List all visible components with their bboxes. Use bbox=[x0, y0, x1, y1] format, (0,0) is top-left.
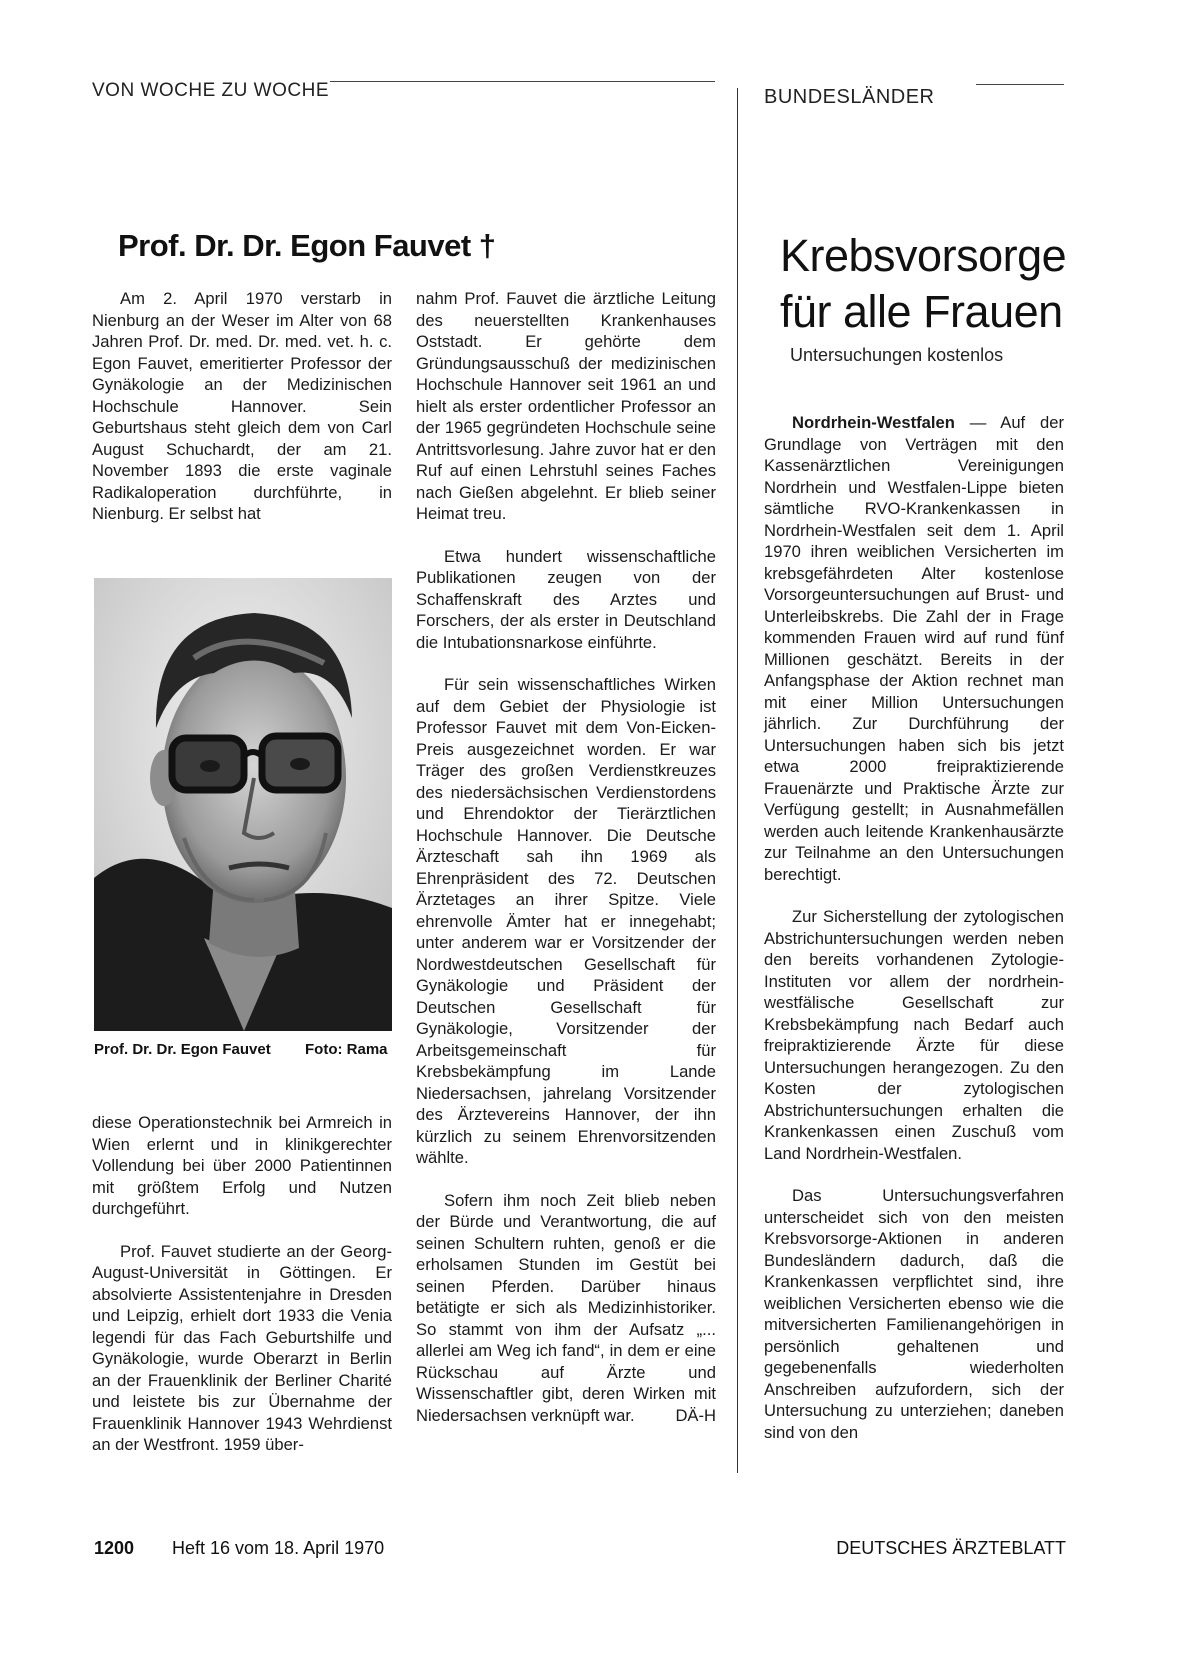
photo-caption-credit: Foto: Rama bbox=[305, 1041, 388, 1058]
article-title-line-2: für alle Frauen bbox=[780, 286, 1063, 337]
article-title-line-1: Krebsvorsorge bbox=[780, 230, 1067, 281]
obituary-closing-text: Sofern ihm noch Zeit blieb neben der Bürde und Verantwortung, die auf seinen Schultern ruhten, genoß er die erholsamen Stunden im Gestüt bei seinen Pferden. Darüber hinaus betätigte er sich als Medizinhistoriker. So stammt von ihm der Aufsatz „... allerlei am Weg ich fand“, in dem er eine Rückschau auf Ärzte und Wissenschaftler gibt, deren Wirken mit Niedersachsen verknüpft war. bbox=[416, 1190, 716, 1425]
article-paragraph: Das Untersuchungsverfahren unterscheidet sich von den meisten Krebsvorsorge-Aktionen in anderen Bundesländern dadurch, daß die Krankenkassen verpflichtet sind, ihre weiblichen Versicherten ebenso wie die mitversicherten Familienangehörigen in persönlich gehaltenen und gegebenenfalls wiederholten Anschreiben aufzufordern, sich der Untersuchung zu unterziehen; daneben sind von den bbox=[764, 1186, 1064, 1442]
header-rule-right bbox=[976, 84, 1064, 85]
column-divider bbox=[737, 88, 738, 1473]
obituary-paragraph: Am 2. April 1970 verstarb in Nienburg an der Weser im Alter von 68 Jahren Prof. Dr. med. Dr. med. vet. h. c. Egon Fauvet, emeritierter Professor der Gynäkologie an der Medizinischen Hochschule Hannover. Sein Geburtshaus steht gleich dem von Carl August Schuchardt, der am 21. November 1893 die erste vaginale Radikaloperation durchführte, in Nienburg. Er selbst hat bbox=[92, 289, 392, 523]
obituary-paragraph: nahm Prof. Fauvet die ärztliche Leitung des neuerstellten Krankenhauses Oststadt. Er gehörte dem Gründungsausschuß der medizinischen Hochschule Hannover seit 1961 an und hielt als erster ordentlicher Professor an der 1965 gegründeten Hochschule seine Antrittsvorlesung. Jahre zuvor hat er den Ruf auf einen Lehrstuhl seines Faches nach Gießen abgelehnt. Er blieb seiner Heimat treu. bbox=[416, 289, 716, 523]
article-paragraph bbox=[764, 412, 1064, 885]
article-title bbox=[780, 228, 1066, 340]
obituary-paragraph: Etwa hundert wissenschaftliche Publikationen zeugen von der Schaffenskraft des Arztes und Forschers, der als erster in Deutschland die Intubationsnarkose einführte. bbox=[416, 546, 716, 652]
portrait-photo bbox=[94, 578, 392, 1031]
obituary-column-2 bbox=[416, 288, 716, 1426]
author-signature: DÄ-H bbox=[675, 1405, 716, 1425]
photo-caption-name: Prof. Dr. Dr. Egon Fauvet bbox=[94, 1041, 271, 1058]
article-paragraph-text: — Auf der Grundlage von Verträgen mit den Kassenärztlichen Vereinigungen Nordrhein und Westfalen-Lippe bieten sämtliche RVO-Krankenkassen in Nordrhein-Westfalen seit dem 1. April 1970 ihren weiblichen Versicherten im krebsgefährdeten Alter kostenlose Vorsorgeuntersuchungen auf Brust- und Unterleibskrebs. Die Zahl der in Frage kommenden Frauen wird auf rund fünf Millionen geschätzt. Bereits in der Anfangsphase der Aktion rechnet man mit einer Million Untersuchungen jährlich. Zur Durchführung der Untersuchungen haben sich bis jetzt etwa 2000 freipraktizierende Frauenärzte und Praktische Ärzte zur Verfügung gestellt; in Ausnahmefällen werden auch leitende Krankenhausärzte zur Teilnahme an den Untersuchungen berechtigt. bbox=[764, 413, 1064, 884]
obituary-title: Prof. Dr. Dr. Egon Fauvet † bbox=[118, 228, 496, 263]
obituary-paragraph: Prof. Fauvet studierte an der Georg-August-Universität in Göttingen. Er absolvierte Assistentenjahre in Dresden und Leipzig, erhielt dort 1933 die Venia legendi für das Fach Geburtshilfe und Gynäkologie, wurde Oberarzt in Berlin an der Frauenklinik der Berliner Charité und leistete bis zur Übernahme der Frauenklinik Hannover 1943 Wehrdienst an der Westfront. 1959 über- bbox=[92, 1241, 392, 1454]
header-rule-left bbox=[330, 81, 715, 82]
article-subtitle: Untersuchungen kostenlos bbox=[790, 345, 1004, 365]
article-paragraph: Zur Sicherstellung der zytologischen Abstrichuntersuchungen werden neben den bereits vorhandenen Zytologie-Instituten vor allem der nordrhein-westfälische Gesellschaft zur Krebsbekämpfung nach Bedarf auch freipraktizierende Ärzte für diese Untersuchungen herangezogen. Zu den Kosten der zytologischen Abstrichuntersuchungen erhalten die Krankenkassen einen Zuschuß vom Land Nordrhein-Westfalen. bbox=[764, 907, 1064, 1163]
section-header-right: BUNDESLÄNDER bbox=[764, 86, 935, 108]
article-column bbox=[764, 412, 1064, 1443]
obituary-paragraph: Für sein wissenschaftliches Wirken auf dem Gebiet der Physiologie ist Professor Fauvet mit dem Von-Eicken-Preis ausgezeichnet worden. Er war Träger des großen Verdienstkreuzes des niedersächsischen Verdienstordens und Ehrendoktor der Tierärztlichen Hochschule Hannover. Die Deutsche Ärzteschaft sah ihn 1969 als Ehrenpräsident des 72. Deutschen Ärztetages an ihrer Spitze. Viele ehrenvolle Ämter hat er innegehabt; unter anderem war er Vorsitzender der Nordwestdeutschen Gesellschaft für Gynäkologie und Präsident der Deutschen Gesellschaft für Gynäkologie, Vorsitzender der Arbeitsgemeinschaft für Krebsbekämpfung im Lande Niedersachsen, jahrelang Vorsitzender des Ärztevereins Hannover, der ihn kürzlich zu seinem Ehrenvorsitzenden wählte. bbox=[416, 675, 716, 1167]
publication-name: DEUTSCHES ÄRZTEBLATT bbox=[836, 1538, 1066, 1558]
page-number: 1200 bbox=[94, 1538, 135, 1558]
obituary-column-1-bottom bbox=[92, 1112, 392, 1456]
dateline: Nordrhein-Westfalen bbox=[792, 413, 955, 432]
issue-info: Heft 16 vom 18. April 1970 bbox=[172, 1538, 385, 1558]
section-header-left: VON WOCHE ZU WOCHE bbox=[92, 80, 329, 101]
obituary-paragraph: diese Operationstechnik bei Armreich in Wien erlernt und in klinikgerechter Vollendung bei über 2000 Patientinnen mit größtem Erfolg und Nutzen durchgeführt. bbox=[92, 1113, 392, 1218]
obituary-column-1-top bbox=[92, 288, 392, 525]
obituary-paragraph bbox=[416, 1190, 716, 1427]
portrait-image bbox=[94, 578, 392, 1031]
